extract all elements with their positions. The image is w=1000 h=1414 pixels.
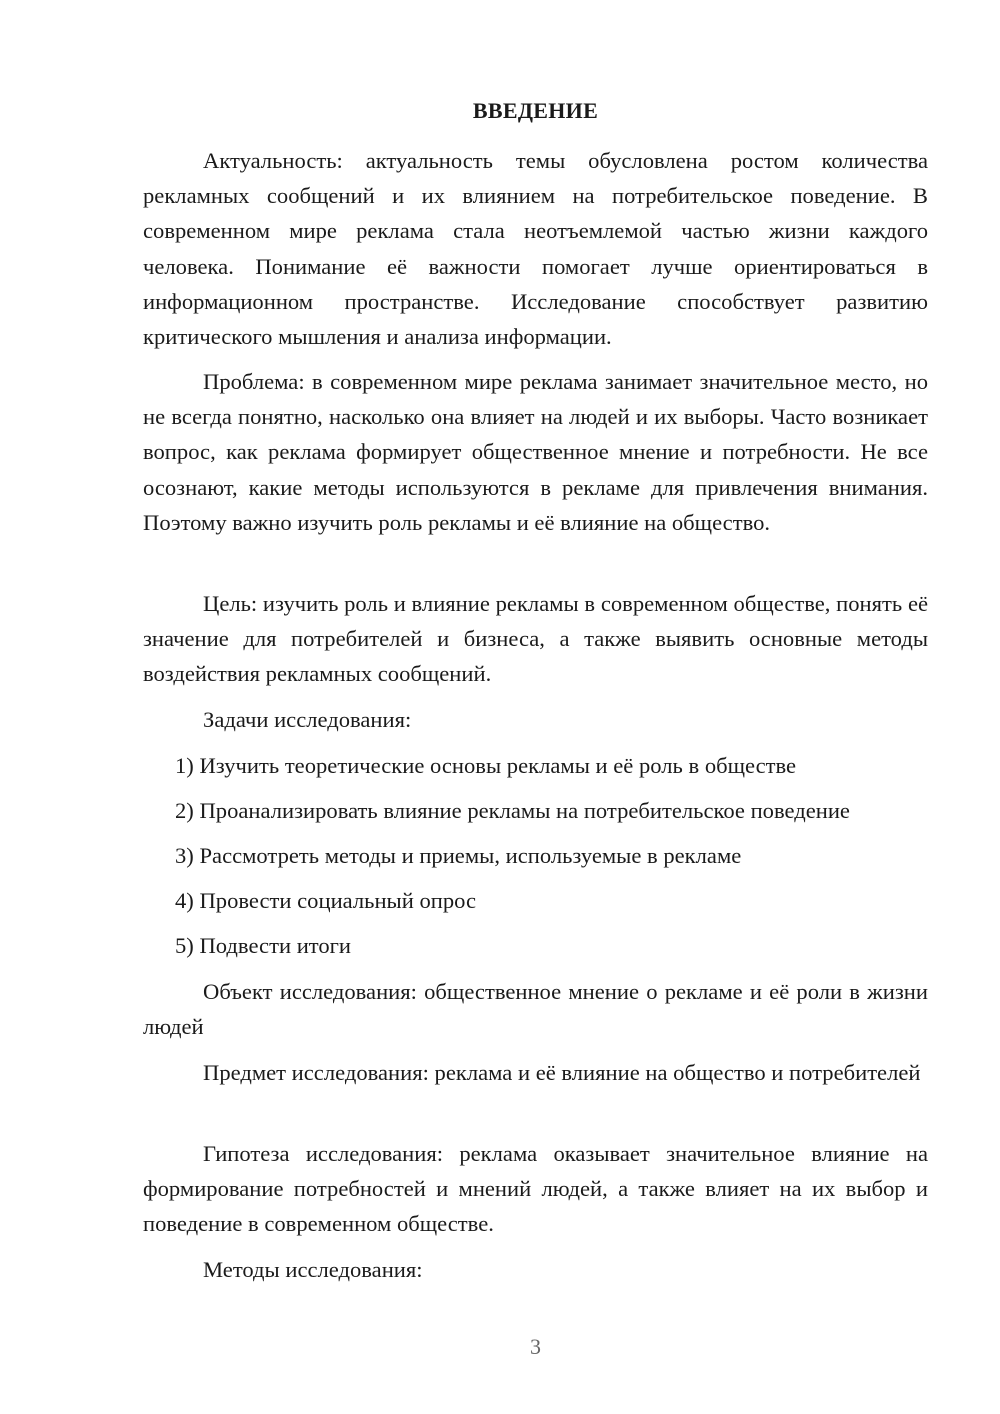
- task-item-3: 3) Рассмотреть методы и приемы, используемые в рекламе: [175, 843, 742, 868]
- relevance-paragraph: Актуальность: актуальность темы обусловлена ростом количества рекламных сообщений и их влиянием на потребительское поведение. В современном мире реклама стала неотъемлемой частью жизни каждого человека. Понимание её важности помогает лучше ориентироваться в информационном пространстве. Исследование способствует развитию критического мышления и анализа информации.: [143, 148, 928, 350]
- page-title: ВВЕДЕНИЕ: [472, 98, 599, 123]
- task-item-1: 1) Изучить теоретические основы рекламы и её роль в обществе: [175, 753, 797, 778]
- subject-paragraph: Предмет исследования: реклама и её влияние на общество и потребителей: [203, 1060, 921, 1085]
- page-number: 3: [530, 1334, 541, 1359]
- hypothesis-paragraph: Гипотеза исследования: реклама оказывает значительное влияние на формирование потребностей и мнений людей, а также влияет на их выбор и поведение в современном обществе.: [143, 1141, 928, 1237]
- task-item-2: 2) Проанализировать влияние рекламы на потребительское поведение: [175, 798, 850, 823]
- object-paragraph: Объект исследования: общественное мнение о рекламе и её роли в жизни людей: [143, 979, 928, 1040]
- task-item-5: 5) Подвести итоги: [175, 933, 352, 958]
- goal-paragraph: Цель: изучить роль и влияние рекламы в современном обществе, понять её значение для потребителей и бизнеса, а также выявить основные методы воздействия рекламных сообщений.: [143, 591, 928, 687]
- tasks-heading: Задачи исследования:: [203, 707, 412, 732]
- problem-paragraph: Проблема: в современном мире реклама занимает значительное место, но не всегда понятно, насколько она влияет на людей и их выборы. Часто возникает вопрос, как реклама формирует общественное мнение и потребности. Не все осознают, какие методы используются в рекламе для привлечения внимания. Поэтому важно изучить роль рекламы и её влияние на общество.: [143, 369, 928, 535]
- document-page: [143, 0, 928, 1414]
- methods-heading: Методы исследования:: [203, 1257, 423, 1282]
- task-item-4: 4) Провести социальный опрос: [175, 888, 477, 913]
